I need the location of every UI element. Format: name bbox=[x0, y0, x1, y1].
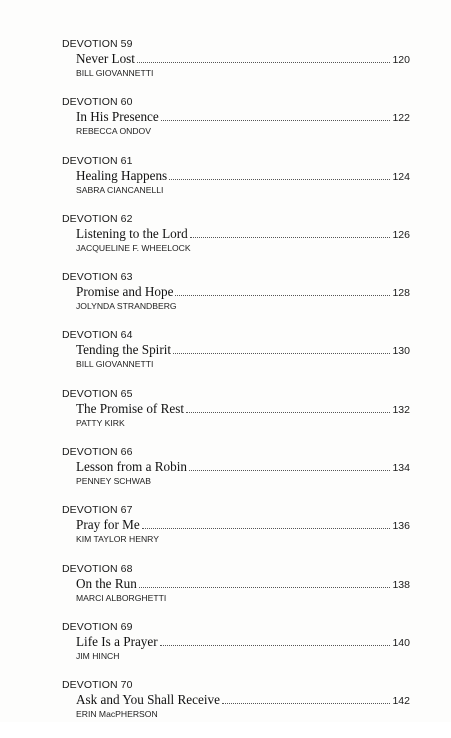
devotion-number: DEVOTION 61 bbox=[62, 154, 133, 167]
devotion-author: ERIN MacPHERSON bbox=[76, 709, 158, 720]
title-row bbox=[76, 226, 410, 242]
page-number: 138 bbox=[392, 578, 410, 591]
devotion-title: Tending the Spirit bbox=[76, 342, 172, 358]
page-number: 122 bbox=[392, 112, 410, 125]
dot-leader bbox=[161, 119, 391, 121]
page-number: 136 bbox=[392, 520, 410, 533]
dot-leader bbox=[160, 644, 391, 646]
toc-entry bbox=[62, 213, 410, 271]
toc-entry bbox=[62, 329, 410, 387]
title-row bbox=[76, 342, 410, 358]
devotion-title: Listening to the Lord bbox=[76, 225, 188, 241]
devotion-number: DEVOTION 68 bbox=[62, 562, 133, 575]
page-number: 126 bbox=[392, 228, 410, 241]
devotion-title: Life Is a Prayer bbox=[76, 633, 158, 649]
dot-leader bbox=[169, 178, 390, 180]
devotion-title: Lesson from a Robin bbox=[76, 459, 187, 475]
devotion-title: In His Presence bbox=[76, 109, 159, 125]
devotion-author: BILL GIOVANNETTI bbox=[76, 68, 154, 78]
page-number: 140 bbox=[392, 636, 410, 649]
table-of-contents bbox=[62, 38, 410, 738]
title-row bbox=[76, 109, 410, 125]
devotion-author: BILL GIOVANNETTI bbox=[76, 359, 154, 370]
devotion-author: KIM TAYLOR HENRY bbox=[76, 534, 159, 545]
title-row bbox=[76, 517, 410, 533]
devotion-author: JOLYNDA STRANDBERG bbox=[76, 301, 177, 312]
devotion-author: PATTY KIRK bbox=[76, 417, 125, 428]
devotion-title: Pray for Me bbox=[76, 517, 140, 533]
devotion-title: On the Run bbox=[76, 575, 137, 591]
toc-entry bbox=[62, 563, 410, 621]
page-number: 120 bbox=[392, 54, 410, 66]
title-row bbox=[76, 459, 410, 475]
devotion-author: JIM HINCH bbox=[76, 650, 120, 661]
devotion-title: Healing Happens bbox=[76, 167, 168, 183]
toc-entry bbox=[62, 388, 410, 446]
toc-entry bbox=[62, 446, 410, 504]
page-number: 134 bbox=[392, 462, 410, 475]
devotion-title: The Promise of Rest bbox=[76, 400, 185, 416]
title-row bbox=[76, 51, 410, 67]
dot-leader bbox=[186, 411, 390, 413]
devotion-title: Promise and Hope bbox=[76, 284, 174, 300]
toc-entry bbox=[62, 155, 410, 213]
devotion-number: DEVOTION 69 bbox=[62, 620, 133, 633]
page-number: 124 bbox=[392, 170, 410, 183]
toc-entry bbox=[62, 38, 410, 96]
toc-entry bbox=[62, 96, 410, 154]
title-row bbox=[76, 168, 410, 184]
devotion-number: DEVOTION 65 bbox=[62, 387, 133, 400]
devotion-number: DEVOTION 64 bbox=[62, 329, 133, 342]
page-number: 128 bbox=[392, 287, 410, 300]
devotion-number: DEVOTION 63 bbox=[62, 271, 133, 284]
dot-leader bbox=[137, 61, 391, 63]
devotion-title: Never Lost bbox=[76, 51, 135, 66]
page-number: 130 bbox=[392, 345, 410, 358]
dot-leader bbox=[139, 586, 391, 588]
devotion-author: SABRA CIANCANELLI bbox=[76, 184, 164, 195]
toc-entry bbox=[62, 504, 410, 562]
devotion-author: REBECCA ONDOV bbox=[76, 126, 151, 137]
toc-entry bbox=[62, 621, 410, 679]
dot-leader bbox=[173, 352, 390, 354]
dot-leader bbox=[142, 527, 391, 529]
toc-entry bbox=[62, 679, 410, 737]
devotion-author: MARCI ALBORGHETTI bbox=[76, 592, 167, 603]
devotion-number: DEVOTION 60 bbox=[62, 96, 133, 109]
title-row bbox=[76, 576, 410, 592]
dot-leader bbox=[190, 236, 391, 238]
dot-leader bbox=[222, 702, 391, 704]
page-number: 132 bbox=[392, 403, 410, 416]
devotion-title: Ask and You Shall Receive bbox=[76, 692, 220, 708]
devotion-number: DEVOTION 59 bbox=[62, 38, 133, 50]
title-row bbox=[76, 401, 410, 417]
devotion-number: DEVOTION 70 bbox=[62, 679, 133, 692]
dot-leader bbox=[189, 469, 390, 471]
devotion-number: DEVOTION 66 bbox=[62, 446, 133, 459]
title-row bbox=[76, 284, 410, 300]
dot-leader bbox=[175, 294, 390, 296]
devotion-author: JACQUELINE F. WHEELOCK bbox=[76, 242, 191, 253]
devotion-number: DEVOTION 62 bbox=[62, 212, 133, 225]
devotion-number: DEVOTION 67 bbox=[62, 504, 133, 517]
title-row bbox=[76, 634, 410, 650]
toc-entry bbox=[62, 271, 410, 329]
page-number: 142 bbox=[392, 695, 410, 708]
devotion-author: PENNEY SCHWAB bbox=[76, 476, 151, 487]
title-row bbox=[76, 692, 410, 708]
